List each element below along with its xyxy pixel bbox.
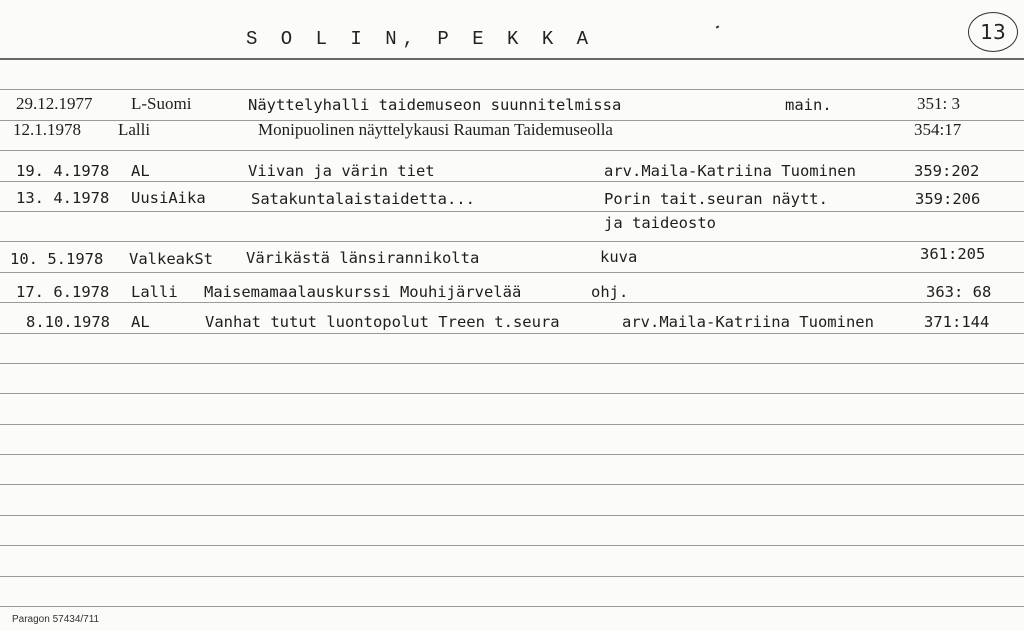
entry-date: 10. 5.1978 — [10, 250, 104, 268]
entry-note-continued: ja taideosto — [604, 214, 716, 232]
ruled-line — [0, 150, 1024, 151]
ruled-line — [0, 576, 1024, 577]
entry-note: arv.Maila-Katriina Tuominen — [622, 313, 874, 331]
entry-paper: AL — [131, 313, 150, 331]
ruled-line — [0, 545, 1024, 546]
entry-note: main. — [785, 96, 832, 114]
ruled-line — [0, 302, 1024, 303]
card-title: S O L I N, P E K K A — [246, 28, 595, 50]
entry-date: 13. 4.1978 — [16, 189, 110, 207]
entry-title: Viivan ja värin tiet — [248, 162, 435, 180]
entry-paper: AL — [131, 162, 150, 180]
ruled-line — [0, 484, 1024, 485]
entry-title: Monipuolinen näyttelykausi Rauman Taidemuseolla — [258, 120, 613, 139]
entry-title: Värikästä länsirannikolta — [246, 249, 480, 267]
entry-ref: 359:206 — [915, 190, 981, 208]
entry-ref: 354:17 — [914, 120, 962, 139]
entry-ref: 351: 3 — [917, 94, 960, 113]
card-number: 13 — [980, 20, 1006, 44]
card-footer: Paragon 57434/711 — [12, 614, 100, 625]
entry-date: 19. 4.1978 — [16, 162, 110, 180]
entry-paper: Lalli — [131, 283, 178, 301]
entry-paper: ValkeakSt — [129, 250, 213, 268]
entry-date: 17. 6.1978 — [16, 283, 110, 301]
entry-note: arv.Maila-Katriina Tuominen — [604, 162, 856, 180]
entry-title: Maisemamaalauskurssi Mouhijärvelää — [204, 283, 522, 301]
ruled-line — [0, 515, 1024, 516]
entry-title: Satakuntalaistaidetta... — [251, 190, 475, 208]
ruled-line — [0, 363, 1024, 364]
pen-mark — [716, 25, 720, 28]
entry-title: Näyttelyhalli taidemuseon suunnitelmissa — [248, 96, 622, 114]
ruled-line — [0, 393, 1024, 394]
entry-ref: 359:202 — [914, 162, 980, 180]
ruled-line — [0, 333, 1024, 334]
ruled-line — [0, 241, 1024, 242]
entry-note: kuva — [600, 248, 638, 266]
ruled-line — [0, 211, 1024, 212]
card-number-circle — [968, 12, 1018, 52]
ruled-line — [0, 424, 1024, 425]
entry-note: Porin tait.seuran näytt. — [604, 190, 828, 208]
entry-date: 29.12.1977 — [16, 94, 93, 113]
ruled-line — [0, 89, 1024, 90]
entry-ref: 361:205 — [920, 245, 986, 263]
entry-paper: L-Suomi — [131, 94, 192, 113]
entry-paper: UusiAika — [131, 189, 206, 207]
entry-ref: 363: 68 — [926, 283, 992, 301]
entry-note: ohj. — [591, 283, 629, 301]
entry-title: Vanhat tutut luontopolut Treen t.seura — [205, 313, 560, 331]
entry-paper: Lalli — [118, 120, 151, 139]
entry-date: 12.1.1978 — [13, 120, 81, 139]
ruled-line — [0, 454, 1024, 455]
entry-date: 8.10.1978 — [26, 313, 110, 331]
ruled-line — [0, 272, 1024, 273]
ruled-line — [0, 181, 1024, 182]
entry-ref: 371:144 — [924, 313, 990, 331]
ruled-line — [0, 606, 1024, 607]
header-rule — [0, 58, 1024, 60]
